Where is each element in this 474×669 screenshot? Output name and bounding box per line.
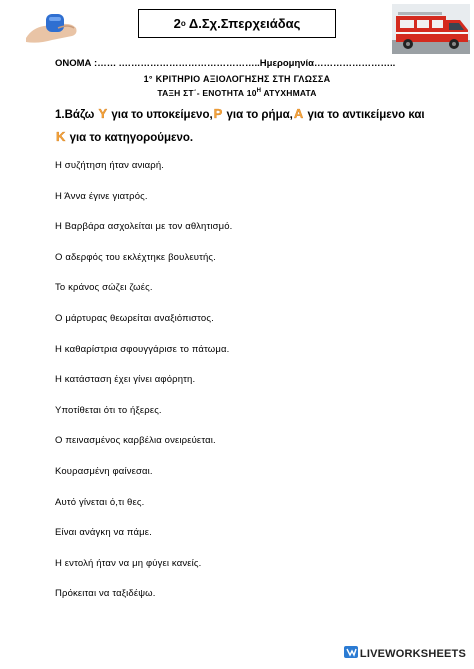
instruction-part-1: 1.Βάζω bbox=[55, 109, 98, 121]
class-unit-superscript: Η bbox=[256, 88, 262, 95]
instruction-part-5: για το κατηγορούμενο. bbox=[66, 132, 194, 144]
fire-truck-image bbox=[392, 4, 470, 54]
sentence-item: Η καθαρίστρια σφουγγάρισε το πάτωμα. bbox=[55, 343, 230, 355]
liveworksheets-logo[interactable] bbox=[344, 645, 466, 663]
sentence-item: Η Βαρβάρα ασχολείται με τον αθλητισμό. bbox=[55, 221, 233, 233]
name-date-line: ΟΝΟΜΑ :…… .……………………………………..Ημερομηνία…………………….. bbox=[55, 58, 396, 69]
instruction-part-2: για το υποκείμενο, bbox=[108, 109, 213, 121]
verb-marker: Ρ bbox=[213, 106, 223, 121]
liveworksheets-logo-icon bbox=[344, 645, 358, 663]
object-marker: Α bbox=[293, 106, 304, 121]
bandaged-hand-image bbox=[22, 8, 84, 48]
title-school: Δ.Σχ.Σπερχειάδας bbox=[185, 16, 301, 31]
sentence-item: Πρόκειται να ταξιδέψω. bbox=[55, 588, 156, 600]
test-title: 1° ΚΡΙΤΗΡΙΟ ΑΞΙΟΛΟΓΗΣΗΣ ΣΤΗ ΓΛΩΣΣΑ bbox=[143, 74, 331, 84]
sentence-item: Η συζήτηση ήταν ανιαρή. bbox=[55, 160, 165, 171]
sentence-item: Είναι ανάγκη να πάμε. bbox=[55, 527, 152, 539]
class-unit-rest: ΑΤΥΧΗΜΑΤΑ bbox=[261, 88, 317, 98]
sentence-item: Ο μάρτυρας θεωρείται αναξιόπιστος. bbox=[55, 312, 214, 324]
title-superscript: ο bbox=[180, 19, 186, 28]
page-title bbox=[138, 9, 336, 38]
instruction-part-4: για το αντικείμενο και bbox=[304, 109, 428, 121]
sentence-item: Η Άννα έγινε γιατρός. bbox=[55, 190, 148, 202]
sentence-item: Υποτίθεται ότι το ήξερες. bbox=[55, 404, 162, 416]
sentence-item: Η εντολή ήταν να μη φύγει κανείς. bbox=[55, 557, 202, 569]
subject-marker: Υ bbox=[98, 106, 108, 121]
instruction-part-3: για το ρήμα, bbox=[223, 109, 293, 121]
sentence-item: Η κατάσταση έχει γίνει αφόρητη. bbox=[55, 374, 196, 386]
sentence-item: Κουρασμένη φαίνεσαι. bbox=[55, 465, 153, 477]
instruction-text bbox=[55, 103, 435, 149]
liveworksheets-logo-text: LIVEWORKSHEETS bbox=[359, 648, 466, 660]
class-unit-line bbox=[0, 88, 474, 98]
sentence-item: Αυτό γίνεται ό,τι θες. bbox=[55, 496, 145, 508]
sentence-item: Ο πεινασμένος καρβέλια ονειρεύεται. bbox=[55, 435, 216, 447]
sentence-item: Το κράνος σώζει ζωές. bbox=[55, 282, 153, 294]
sentence-item: Ο αδερφός του εκλέχτηκε βουλευτής. bbox=[55, 251, 216, 263]
title-number: 2 bbox=[173, 16, 181, 31]
class-unit-main: ΤΑΞΗ ΣΤ΄- ΕΝΟΤΗΤΑ 10 bbox=[157, 88, 257, 98]
predicate-marker: Κ bbox=[56, 129, 66, 144]
sentence-list bbox=[55, 160, 232, 619]
